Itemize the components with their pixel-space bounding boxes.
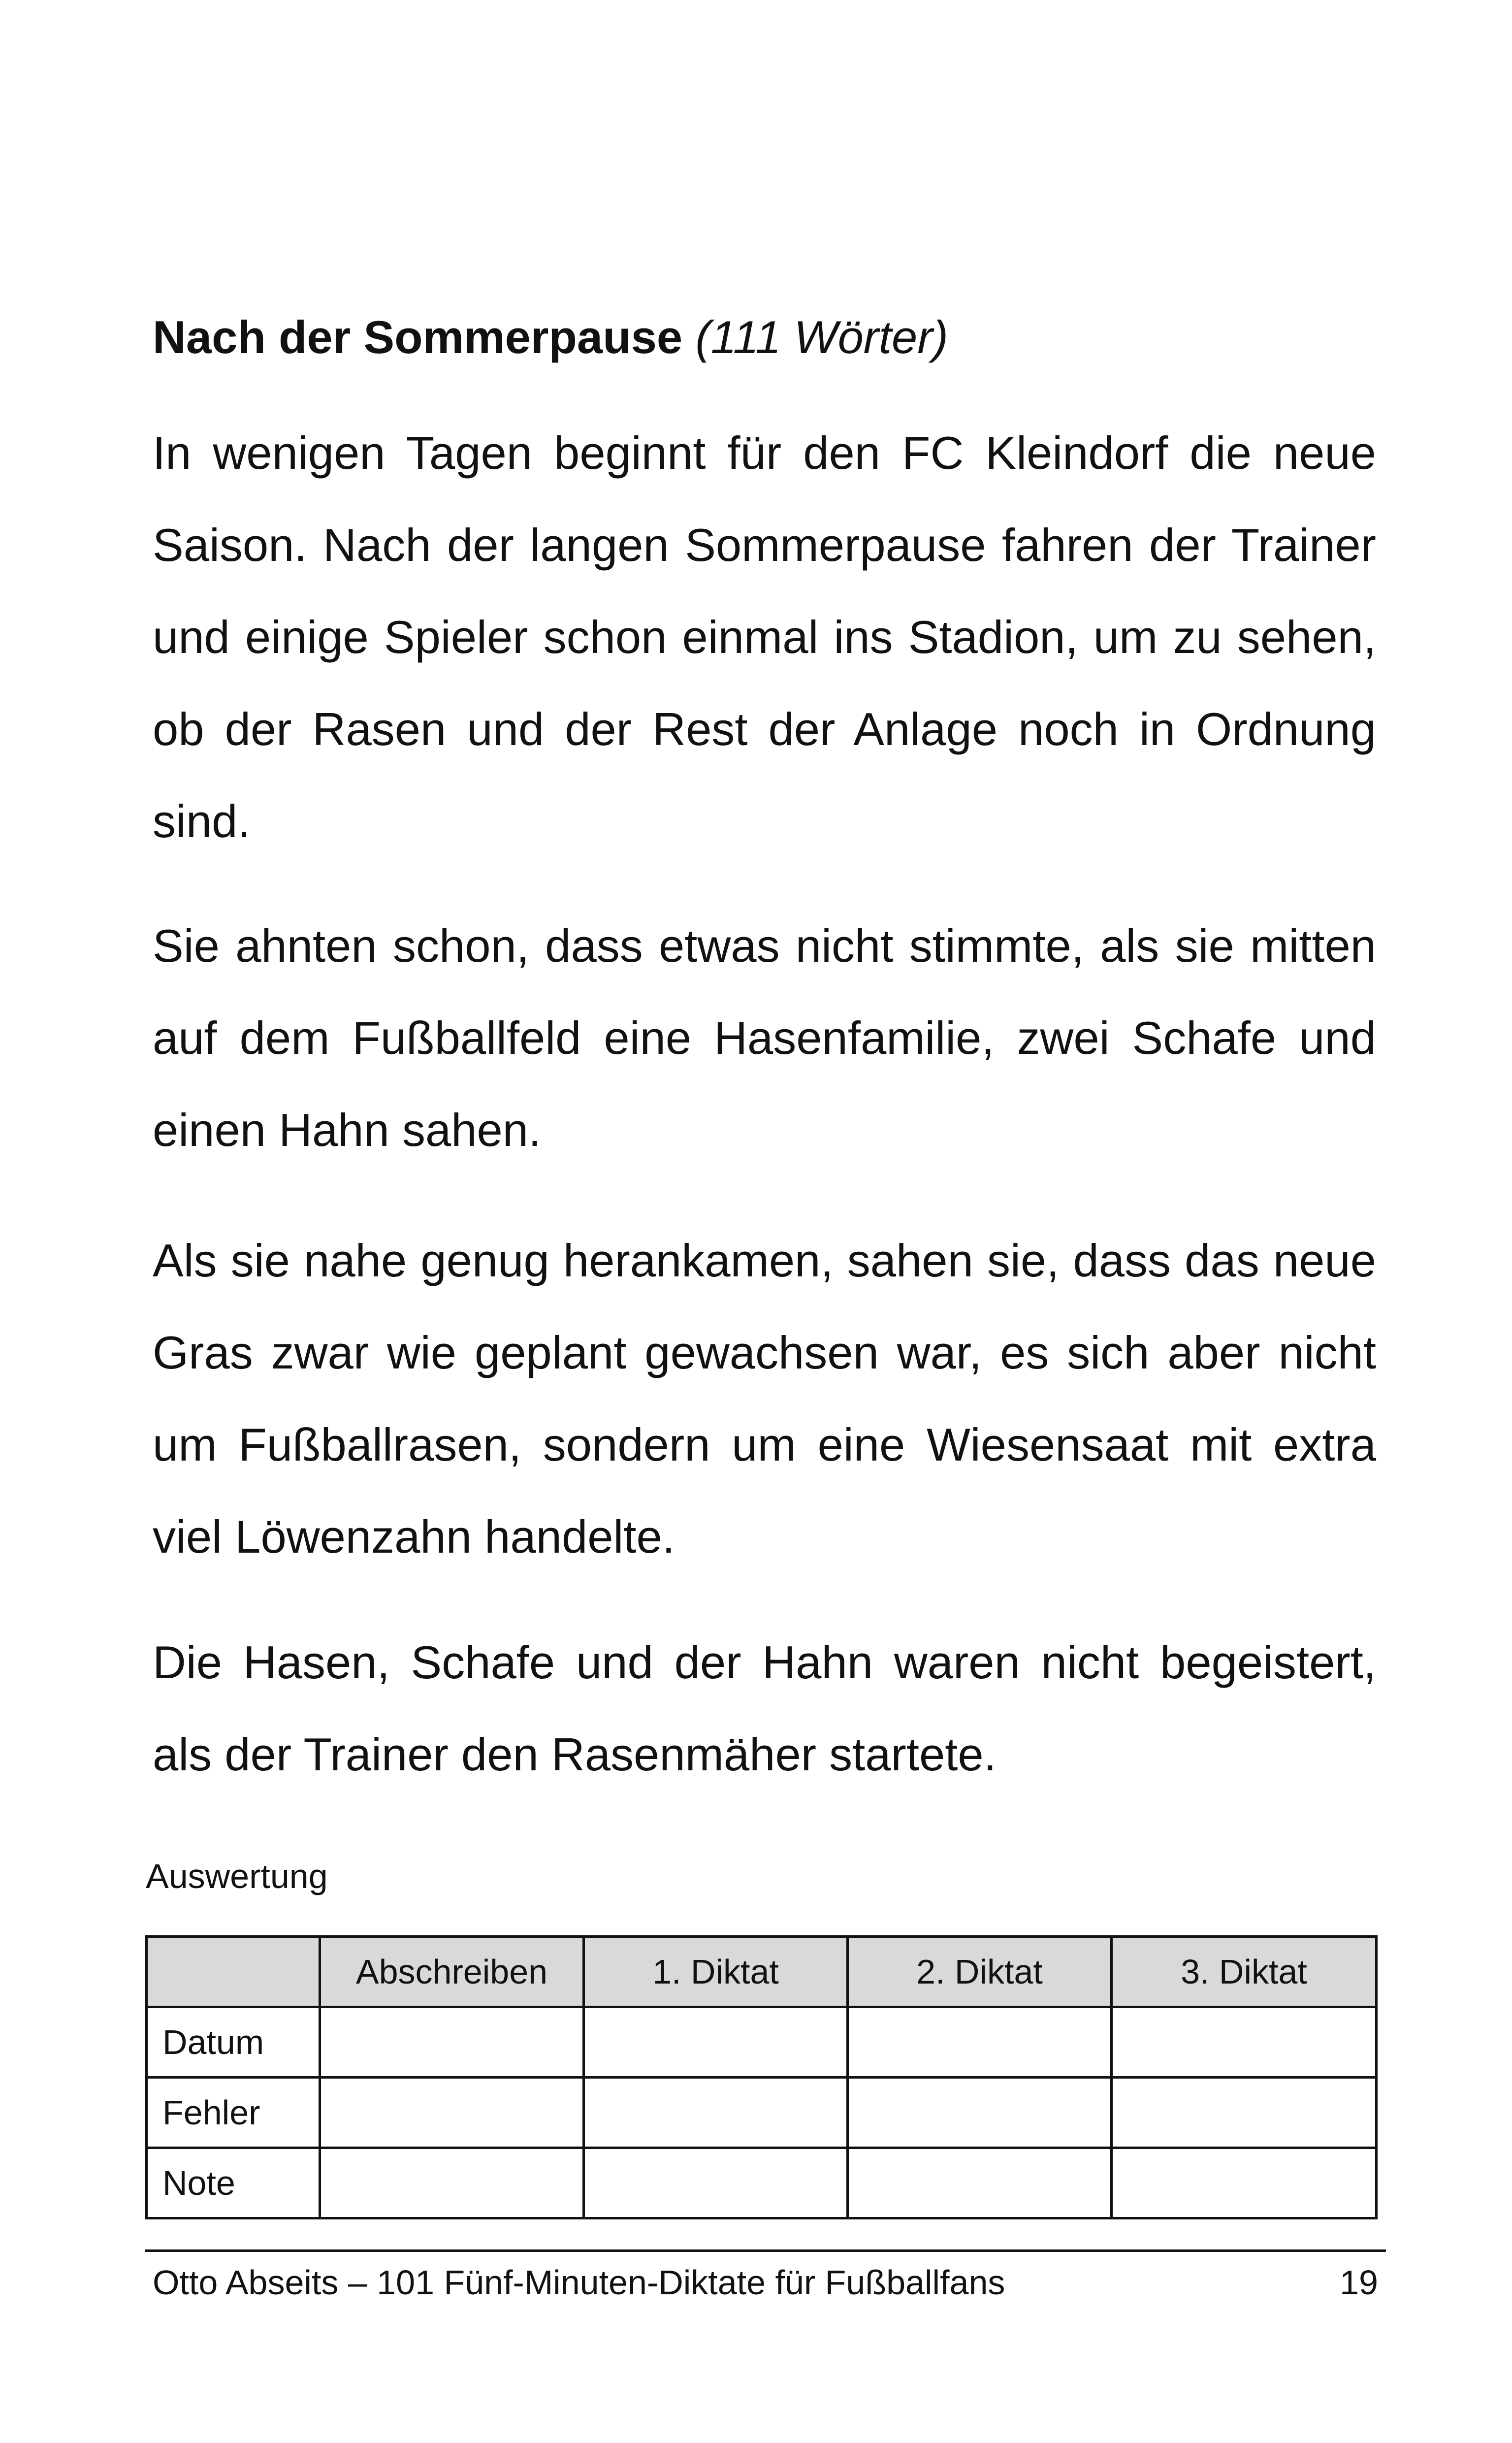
title-word-count: (111 Wörter) — [695, 311, 948, 363]
table-cell — [320, 2148, 584, 2218]
table-cell — [848, 2007, 1112, 2078]
table-cell — [848, 2078, 1112, 2148]
header-cell-diktat-3: 3. Diktat — [1112, 1937, 1377, 2007]
paragraph-3: Als sie nahe genug herankamen, sahen sie, dass das neue Gras zwar wie geplant gewachsen war, es sich aber nicht um Fußballrasen, sondern um eine Wiesensaat mit extra viel Löwenzahn handelte. — [153, 1235, 1376, 1563]
paragraph-2: Sie ahnten schon, dass etwas nicht stimmte, als sie mitten auf dem Fußballfeld eine Hasenfamilie, zwei Schafe und einen Hahn sahen. — [153, 920, 1376, 1156]
table-row — [147, 2078, 1377, 2148]
title-heading: Nach der Sommerpause — [153, 311, 683, 363]
table-cell — [320, 2078, 584, 2148]
evaluation-header-row — [147, 1937, 1377, 2007]
paragraph-4: Die Hasen, Schafe und der Hahn waren nicht begeistert, als der Trainer den Rasenmäher startete. — [153, 1636, 1376, 1780]
page-number: 19 — [1340, 2263, 1378, 2302]
table-cell — [320, 2007, 584, 2078]
table-cell — [1112, 2007, 1377, 2078]
table-cell — [1112, 2078, 1377, 2148]
table-cell — [584, 2148, 848, 2218]
table-row — [147, 2148, 1377, 2218]
table-cell — [584, 2078, 848, 2148]
evaluation-label: Auswertung — [146, 1857, 328, 1895]
header-cell-abschreiben: Abschreiben — [320, 1937, 584, 2007]
header-cell-diktat-2: 2. Diktat — [848, 1937, 1112, 2007]
row-label-note: Note — [147, 2148, 320, 2218]
section-title — [153, 303, 948, 372]
table-cell — [584, 2007, 848, 2078]
footer-divider — [145, 2249, 1386, 2252]
evaluation-table — [145, 1935, 1378, 2219]
footer-book-title: Otto Abseits – 101 Fünf-Minuten-Diktate für Fußballfans — [153, 2263, 1005, 2302]
table-cell — [1112, 2148, 1377, 2218]
table-row — [147, 2007, 1377, 2078]
header-cell-empty — [147, 1937, 320, 2007]
row-label-datum: Datum — [147, 2007, 320, 2078]
paragraph-1: In wenigen Tagen beginnt für den FC Kleindorf die neue Saison. Nach der langen Sommerpause fahren der Trainer und einige Spieler schon einmal ins Stadion, um zu sehen, ob der Rasen und der Rest der Anlage noch in Ordnung sind. — [153, 427, 1376, 847]
table-cell — [848, 2148, 1112, 2218]
row-label-fehler: Fehler — [147, 2078, 320, 2148]
header-cell-diktat-1: 1. Diktat — [584, 1937, 848, 2007]
